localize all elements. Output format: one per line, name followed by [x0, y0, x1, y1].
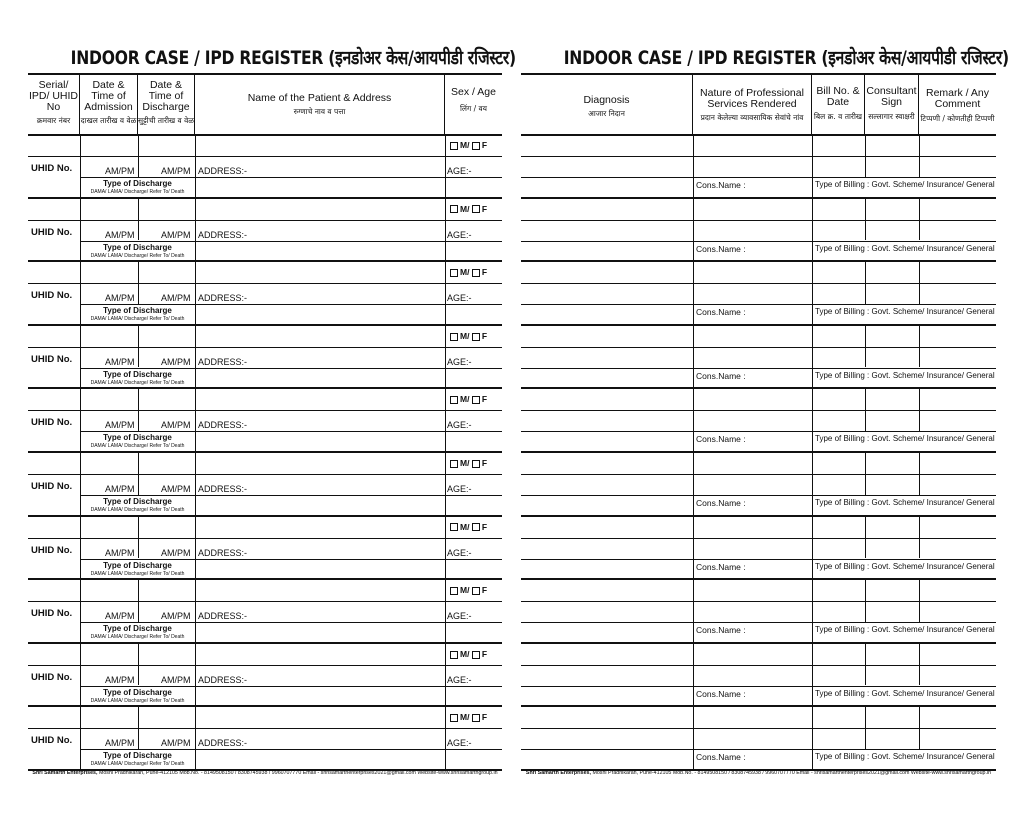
right-register-entry [521, 707, 996, 771]
uhid-label: UHID No. [31, 481, 73, 492]
sex-female-label: F [481, 330, 488, 341]
discharge-type-title: Type of Discharge [103, 560, 172, 570]
sex-female-label: F [481, 648, 488, 659]
right-register-entry [521, 389, 996, 453]
sex-options[interactable] [450, 458, 487, 468]
header-serial-en: Serial/ IPD/ UHID No [28, 79, 78, 113]
right-register-entry [521, 135, 996, 199]
grid-line [521, 410, 996, 411]
sex-male-label: M/ [460, 585, 470, 596]
header-sex-age-en: Sex / Age [451, 86, 496, 98]
age-label: AGE:- [447, 611, 472, 622]
right-page-title: INDOOR CASE / IPD REGISTER (इनडोअर केस/आयपीडी रजिस्टर) [563, 47, 1009, 69]
checkbox-icon[interactable] [472, 205, 480, 213]
left-footer-details: Moshi Pradhikaran, Pune-412105 Mob.No. - 8149508150 / 8308745938 / 9960707770 Email - shrisamarthenterprises2021@gmail.com Website-www.shrisamarthgroup.in [97, 770, 498, 776]
grid-line [445, 707, 446, 769]
uhid-label: UHID No. [31, 290, 73, 302]
grid-line [80, 686, 502, 687]
checkbox-icon[interactable] [472, 269, 480, 277]
header-patient-name-en: Name of the Patient & Address [247, 92, 392, 104]
grid-line [80, 431, 502, 432]
age-label: AGE:- [447, 484, 472, 494]
billing-type-label: Type of Billing : Govt. Scheme/ Insurance/ General [815, 561, 995, 571]
header-remark-mr: टिप्पणी / कोणतीही टिप्पणी [920, 114, 995, 123]
grid-line [195, 707, 196, 769]
discharge-type-title: Type of Discharge [103, 497, 172, 506]
address-label: ADDRESS:- [198, 356, 248, 367]
admission-ampm: AM/PM [105, 611, 135, 622]
consultant-name-label: Cons.Name : [696, 625, 746, 636]
checkbox-icon[interactable] [450, 523, 458, 531]
admission-ampm: AM/PM [105, 356, 135, 367]
left-header-row [28, 75, 502, 135]
grid-line [445, 262, 446, 324]
header-serial [28, 75, 80, 135]
consultant-name-label: Cons.Name : [696, 307, 746, 318]
discharge-ampm: AM/PM [161, 484, 191, 494]
address-label: ADDRESS:- [198, 293, 248, 304]
right-footer [521, 770, 996, 776]
header-admission-en: Date & Time of Admission [84, 79, 133, 113]
header-patient-name [195, 75, 445, 135]
consultant-name-label: Cons.Name : [696, 434, 746, 445]
uhid-label: UHID No. [31, 544, 73, 556]
grid-line [445, 517, 446, 579]
discharge-type-options: DAMA/ LAMA/ Discharge/ Refer To/ Death [90, 252, 185, 259]
age-label: AGE:- [447, 356, 472, 367]
sex-male-label: M/ [460, 330, 470, 341]
grid-line [28, 347, 502, 348]
address-label: ADDRESS:- [198, 166, 248, 176]
right-register-entry [521, 453, 996, 517]
sex-female-label: F [481, 458, 488, 468]
left-register-entry [28, 517, 502, 581]
checkbox-icon[interactable] [450, 587, 458, 595]
grid-line [521, 728, 996, 729]
consultant-name-label: Cons.Name : [696, 561, 746, 572]
billing-type-label: Type of Billing : Govt. Scheme/ Insurance/ General [815, 370, 995, 380]
discharge-type-options: DAMA/ LAMA/ Discharge/ Refer To/ Death [90, 443, 185, 450]
grid-line [812, 580, 813, 642]
checkbox-icon[interactable] [450, 714, 458, 722]
right-register-entry [521, 199, 996, 263]
uhid-label: UHID No. [31, 163, 73, 174]
header-serial-mr: क्रमवार नंबर [36, 116, 71, 125]
grid-line [521, 304, 996, 305]
left-page-title: INDOOR CASE / IPD REGISTER (इनडोअर केस/आयपीडी रजिस्टर) [70, 47, 516, 69]
grid-line [812, 262, 813, 324]
grid-line [693, 517, 694, 579]
checkbox-icon[interactable] [472, 142, 480, 150]
grid-line [693, 707, 694, 769]
header-consultant [865, 75, 919, 135]
sex-options[interactable] [450, 712, 487, 722]
left-register-entry [28, 199, 502, 263]
right-register-entry [521, 517, 996, 581]
grid-line [521, 177, 996, 178]
grid-line [693, 326, 694, 388]
sex-female-label: F [481, 712, 488, 723]
header-diagnosis-en: Diagnosis [583, 94, 630, 106]
grid-line [445, 389, 446, 451]
discharge-ampm: AM/PM [161, 293, 191, 304]
consultant-name-label: Cons.Name : [696, 180, 746, 190]
discharge-type-title: Type of Discharge [103, 624, 172, 634]
grid-line [521, 622, 996, 623]
uhid-label: UHID No. [31, 735, 73, 747]
right-footer-company: Shri Samarth Enterprises, [525, 770, 591, 776]
admission-ampm: AM/PM [105, 738, 135, 749]
grid-line [521, 241, 996, 242]
grid-line [195, 262, 196, 324]
grid-line [445, 644, 446, 706]
discharge-type-options: DAMA/ LAMA/ Discharge/ Refer To/ Death [90, 316, 185, 323]
age-label: AGE:- [447, 293, 472, 304]
header-services [693, 75, 812, 135]
address-label: ADDRESS:- [198, 420, 248, 431]
sex-male-label: M/ [460, 394, 470, 405]
discharge-type-options: DAMA/ LAMA/ Discharge/ Refer To/ Death [90, 761, 185, 768]
checkbox-icon[interactable] [450, 460, 458, 468]
sex-options[interactable] [450, 649, 487, 659]
discharge-type-title: Type of Discharge [103, 433, 172, 443]
checkbox-icon[interactable] [472, 333, 480, 341]
left-register-entry [28, 262, 502, 326]
sex-options[interactable] [450, 267, 487, 277]
left-footer [28, 770, 502, 776]
checkbox-icon[interactable] [472, 523, 480, 531]
left-register-entry [28, 453, 502, 517]
right-register-entry [521, 262, 996, 326]
header-bill [812, 75, 865, 135]
grid-line [28, 601, 502, 602]
grid-line [521, 368, 996, 369]
discharge-type-options: DAMA/ LAMA/ Discharge/ Refer To/ Death [90, 634, 185, 641]
header-services-mr: प्रदान केलेल्या व्यावसायिक सेवांचे नांव [700, 113, 804, 122]
grid-line [28, 728, 502, 729]
grid-line [195, 199, 196, 261]
grid-line [28, 538, 502, 539]
grid-line [195, 135, 196, 197]
checkbox-icon[interactable] [450, 269, 458, 277]
grid-line [195, 453, 196, 515]
discharge-type-options: DAMA/ LAMA/ Discharge/ Refer To/ Death [90, 507, 185, 513]
sex-female-label: F [481, 203, 488, 214]
admission-ampm: AM/PM [105, 420, 135, 431]
age-label: AGE:- [447, 420, 472, 431]
grid-line [693, 199, 694, 261]
grid-line [28, 410, 502, 411]
admission-ampm: AM/PM [105, 229, 135, 240]
age-label: AGE:- [447, 738, 472, 749]
header-discharge [138, 75, 195, 135]
admission-ampm: AM/PM [105, 166, 135, 176]
grid-line [521, 686, 996, 687]
sex-female-label: F [481, 585, 488, 596]
discharge-type-title: Type of Discharge [103, 369, 172, 379]
checkbox-icon[interactable] [472, 587, 480, 595]
uhid-label: UHID No. [31, 353, 73, 365]
discharge-type-title: Type of Discharge [103, 179, 172, 188]
billing-type-label: Type of Billing : Govt. Scheme/ Insurance/ General [815, 498, 995, 507]
header-diagnosis [521, 75, 693, 135]
checkbox-icon[interactable] [472, 396, 480, 404]
grid-line [521, 347, 996, 348]
checkbox-icon[interactable] [450, 205, 458, 213]
discharge-ampm: AM/PM [161, 547, 191, 558]
age-label: AGE:- [447, 674, 472, 685]
right-register-entry [521, 644, 996, 708]
consultant-name-label: Cons.Name : [696, 752, 746, 763]
uhid-label: UHID No. [31, 671, 73, 683]
header-remark-en: Remark / Any Comment [925, 87, 990, 110]
grid-line [195, 326, 196, 388]
admission-ampm: AM/PM [105, 674, 135, 685]
address-label: ADDRESS:- [198, 484, 248, 494]
header-services-en: Nature of Professional Services Rendered [700, 87, 804, 110]
grid-line [80, 241, 502, 242]
grid-line [521, 538, 996, 539]
grid-line [521, 559, 996, 560]
discharge-type-title: Type of Discharge [103, 306, 172, 316]
checkbox-icon[interactable] [450, 333, 458, 341]
left-register-entry [28, 707, 502, 771]
discharge-ampm: AM/PM [161, 229, 191, 240]
header-patient-name-mr: रुग्णाचे नाव व पत्ता [293, 107, 346, 116]
uhid-label: UHID No. [31, 608, 73, 620]
header-remark [919, 75, 996, 135]
grid-line [693, 644, 694, 706]
address-label: ADDRESS:- [198, 611, 248, 622]
grid-line [195, 517, 196, 579]
age-label: AGE:- [447, 166, 472, 176]
discharge-type-options: DAMA/ LAMA/ Discharge/ Refer To/ Death [90, 189, 185, 195]
discharge-ampm: AM/PM [161, 166, 191, 176]
grid-line [693, 453, 694, 515]
grid-line [28, 474, 502, 475]
discharge-ampm: AM/PM [161, 611, 191, 622]
sex-male-label: M/ [460, 712, 470, 723]
grid-line [521, 220, 996, 221]
discharge-type-title: Type of Discharge [103, 242, 172, 252]
billing-type-label: Type of Billing : Govt. Scheme/ Insurance/ General [815, 625, 995, 635]
grid-line [445, 453, 446, 515]
billing-type-label: Type of Billing : Govt. Scheme/ Insurance/ General [815, 688, 995, 698]
grid-line [80, 559, 502, 560]
header-discharge-mr: सुट्टीची तारीख व वेळ [138, 116, 194, 125]
left-register-entry [28, 135, 502, 199]
grid-line [80, 368, 502, 369]
sex-female-label: F [481, 394, 488, 405]
discharge-ampm: AM/PM [161, 738, 191, 749]
grid-line [812, 644, 813, 706]
address-label: ADDRESS:- [198, 738, 248, 749]
discharge-ampm: AM/PM [161, 674, 191, 685]
consultant-name-label: Cons.Name : [696, 370, 746, 381]
grid-line [521, 601, 996, 602]
age-label: AGE:- [447, 547, 472, 558]
sex-options[interactable] [450, 331, 487, 341]
right-register-entry [521, 580, 996, 644]
sex-male-label: M/ [460, 267, 470, 278]
grid-line [521, 665, 996, 666]
sex-options[interactable] [450, 585, 487, 595]
header-bill-en: Bill No. & Date [816, 85, 860, 108]
sex-female-label: F [481, 267, 488, 278]
billing-type-label: Type of Billing : Govt. Scheme/ Insurance/ General [815, 180, 995, 189]
header-admission [80, 75, 138, 135]
sex-options[interactable] [450, 204, 487, 214]
grid-line [80, 622, 502, 623]
header-sex-age-mr: लिंग / वय [459, 104, 488, 113]
consultant-name-label: Cons.Name : [696, 498, 746, 508]
discharge-type-options: DAMA/ LAMA/ Discharge/ Refer To/ Death [90, 697, 185, 704]
grid-line [693, 262, 694, 324]
sex-male-label: M/ [460, 521, 470, 532]
grid-line [28, 283, 502, 284]
address-label: ADDRESS:- [198, 547, 248, 558]
grid-line [80, 495, 502, 496]
grid-line [812, 517, 813, 579]
consultant-name-label: Cons.Name : [696, 243, 746, 254]
checkbox-icon[interactable] [450, 142, 458, 150]
left-register-entry [28, 389, 502, 453]
grid-line [445, 199, 446, 261]
grid-line [28, 665, 502, 666]
checkbox-icon[interactable] [450, 396, 458, 404]
admission-ampm: AM/PM [105, 293, 135, 304]
sex-male-label: M/ [460, 648, 470, 659]
grid-line [812, 199, 813, 261]
header-admission-mr: दाखल तारीख व वेळ [80, 116, 137, 125]
sex-male-label: M/ [460, 140, 470, 150]
grid-line [521, 495, 996, 496]
header-discharge-en: Date & Time of Discharge [142, 79, 190, 113]
header-diagnosis-mr: आजार निदान [588, 109, 625, 118]
sex-female-label: F [481, 140, 488, 150]
billing-type-label: Type of Billing : Govt. Scheme/ Insurance/ General [815, 752, 995, 762]
grid-line [812, 707, 813, 769]
header-sex-age [445, 75, 502, 135]
grid-line [445, 580, 446, 642]
grid-line [693, 135, 694, 197]
grid-line [195, 580, 196, 642]
billing-type-label: Type of Billing : Govt. Scheme/ Insurance/ General [815, 307, 995, 317]
grid-line [28, 220, 502, 221]
header-consultant-en: Consultant Sign [866, 85, 917, 108]
discharge-type-options: DAMA/ LAMA/ Discharge/ Refer To/ Death [90, 570, 185, 577]
grid-line [445, 135, 446, 197]
grid-line [693, 580, 694, 642]
right-footer-details: Moshi Pradhikaran, Pune-412105 Mob.No. - 8149508150 / 8308745938 / 9960707770 Email - shrisamarthenterprises2021@gmail.com Website-www.shrisamarthgroup.in [590, 770, 992, 776]
grid-line [445, 326, 446, 388]
checkbox-icon[interactable] [472, 460, 480, 468]
grid-line [28, 156, 502, 157]
grid-line [80, 304, 502, 305]
address-label: ADDRESS:- [198, 674, 248, 685]
grid-line [812, 135, 813, 197]
discharge-ampm: AM/PM [161, 356, 191, 367]
discharge-type-title: Type of Discharge [103, 687, 172, 697]
sex-options[interactable] [450, 522, 487, 532]
discharge-ampm: AM/PM [161, 420, 191, 431]
sex-male-label: M/ [460, 458, 470, 468]
discharge-type-options: DAMA/ LAMA/ Discharge/ Refer To/ Death [90, 379, 185, 386]
grid-line [812, 389, 813, 451]
address-label: ADDRESS:- [198, 229, 248, 240]
checkbox-icon[interactable] [450, 651, 458, 659]
grid-line [693, 389, 694, 451]
consultant-name-label: Cons.Name : [696, 688, 746, 699]
sex-male-label: M/ [460, 203, 470, 214]
discharge-type-title: Type of Discharge [103, 751, 172, 761]
grid-line [521, 283, 996, 284]
admission-ampm: AM/PM [105, 484, 135, 494]
header-bill-mr: बिल क्र. व तारीख [813, 112, 863, 121]
billing-type-label: Type of Billing : Govt. Scheme/ Insurance/ General [815, 243, 995, 253]
grid-line [812, 453, 813, 515]
uhid-label: UHID No. [31, 226, 73, 238]
left-register-entry [28, 644, 502, 708]
grid-line [521, 156, 996, 157]
checkbox-icon[interactable] [472, 714, 480, 722]
uhid-label: UHID No. [31, 417, 73, 429]
left-register-entry [28, 580, 502, 644]
grid-line [812, 326, 813, 388]
grid-line [521, 431, 996, 432]
grid-line [195, 644, 196, 706]
header-consultant-mr: सल्लागार स्वाक्षरी [868, 112, 915, 121]
admission-ampm: AM/PM [105, 547, 135, 558]
sex-options[interactable] [450, 140, 487, 150]
grid-line [80, 749, 502, 750]
sex-options[interactable] [450, 394, 487, 404]
left-register-entry [28, 326, 502, 390]
age-label: AGE:- [447, 229, 472, 240]
grid-line [80, 177, 502, 178]
grid-line [195, 389, 196, 451]
left-footer-company: Shri Samarth Enterprises, [32, 770, 98, 776]
sex-female-label: F [481, 521, 488, 532]
checkbox-icon[interactable] [472, 651, 480, 659]
right-register-entry [521, 326, 996, 390]
grid-line [521, 749, 996, 750]
grid-line [521, 474, 996, 475]
right-header-row [521, 75, 996, 135]
billing-type-label: Type of Billing : Govt. Scheme/ Insurance/ General [815, 434, 995, 444]
